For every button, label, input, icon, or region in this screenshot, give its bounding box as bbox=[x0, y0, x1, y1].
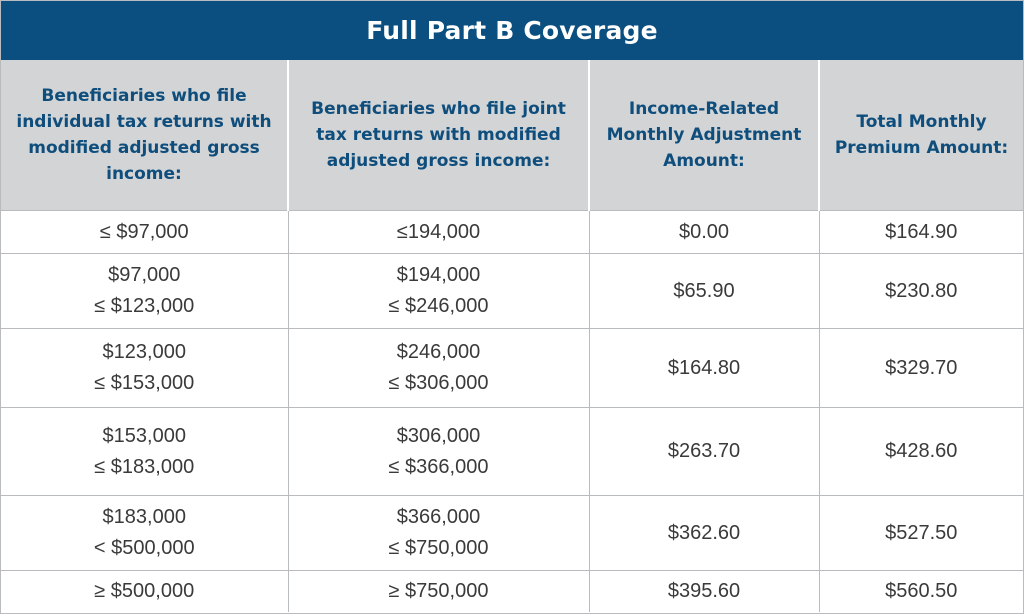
premium-table bbox=[1, 60, 1023, 612]
cell-line: $183,000 bbox=[102, 506, 186, 528]
cell-line: $123,000 bbox=[102, 341, 186, 363]
cell-line: $366,000 bbox=[396, 506, 481, 528]
cell-adjustment-amount: $164.80 bbox=[589, 329, 819, 408]
header-individual-income: Beneficiaries who file individual tax returns with modified adjusted gross income: bbox=[1, 60, 288, 211]
cell-line: ≤194,000 bbox=[396, 220, 481, 243]
cell-total-premium: $164.90 bbox=[819, 211, 1023, 254]
table-row bbox=[1, 329, 1023, 408]
cell-line: $153,000 bbox=[102, 424, 186, 447]
cell-line: ≤ $246,000 bbox=[388, 295, 489, 317]
table-title: Full Part B Coverage bbox=[1, 1, 1023, 60]
cell-total-premium: $230.80 bbox=[819, 254, 1023, 329]
cell-joint-income bbox=[288, 329, 589, 408]
cell-adjustment-amount: $395.60 bbox=[589, 571, 819, 613]
cell-line: ≤ $366,000 bbox=[388, 455, 489, 478]
cell-line: ≤ $306,000 bbox=[388, 372, 489, 394]
cell-joint-income bbox=[288, 211, 589, 254]
cell-total-premium: $428.60 bbox=[819, 408, 1023, 496]
cell-line: ≤ $153,000 bbox=[94, 372, 195, 394]
header-joint-income: Beneficiaries who file joint tax returns with modified adjusted gross income: bbox=[288, 60, 589, 211]
cell-line: < $500,000 bbox=[93, 537, 195, 559]
cell-total-premium: $527.50 bbox=[819, 496, 1023, 571]
cell-total-premium: $329.70 bbox=[819, 329, 1023, 408]
cell-line: ≥ $500,000 bbox=[94, 580, 195, 602]
cell-joint-income bbox=[288, 571, 589, 613]
cell-line: $246,000 bbox=[396, 341, 481, 363]
cell-adjustment-amount: $362.60 bbox=[589, 496, 819, 571]
cell-line: ≤ $750,000 bbox=[388, 537, 489, 559]
cell-adjustment-amount: $263.70 bbox=[589, 408, 819, 496]
cell-line: ≤ $123,000 bbox=[94, 295, 195, 317]
table-row bbox=[1, 211, 1023, 254]
cell-line: ≤ $97,000 bbox=[99, 220, 189, 243]
cell-joint-income bbox=[288, 496, 589, 571]
table-row bbox=[1, 496, 1023, 571]
cell-individual-income bbox=[1, 571, 288, 613]
cell-individual-income bbox=[1, 211, 288, 254]
cell-line: $194,000 bbox=[396, 264, 481, 286]
cell-joint-income bbox=[288, 254, 589, 329]
table-row bbox=[1, 571, 1023, 613]
table-body bbox=[1, 211, 1023, 613]
cell-line: ≤ $183,000 bbox=[94, 455, 195, 478]
cell-line: ≥ $750,000 bbox=[388, 580, 489, 602]
header-adjustment-amount: Income-Related Monthly Adjustment Amount: bbox=[589, 60, 819, 211]
cell-line: $306,000 bbox=[396, 424, 481, 447]
table-row bbox=[1, 408, 1023, 496]
cell-individual-income bbox=[1, 408, 288, 496]
table-header bbox=[1, 60, 1023, 211]
cell-individual-income bbox=[1, 496, 288, 571]
cell-adjustment-amount: $65.90 bbox=[589, 254, 819, 329]
cell-adjustment-amount: $0.00 bbox=[589, 211, 819, 254]
cell-joint-income bbox=[288, 408, 589, 496]
header-row bbox=[1, 60, 1023, 211]
header-total-premium: Total Monthly Premium Amount: bbox=[819, 60, 1023, 211]
table-row bbox=[1, 254, 1023, 329]
cell-individual-income bbox=[1, 254, 288, 329]
cell-individual-income bbox=[1, 329, 288, 408]
cell-line: $97,000 bbox=[108, 264, 181, 286]
cell-total-premium: $560.50 bbox=[819, 571, 1023, 613]
